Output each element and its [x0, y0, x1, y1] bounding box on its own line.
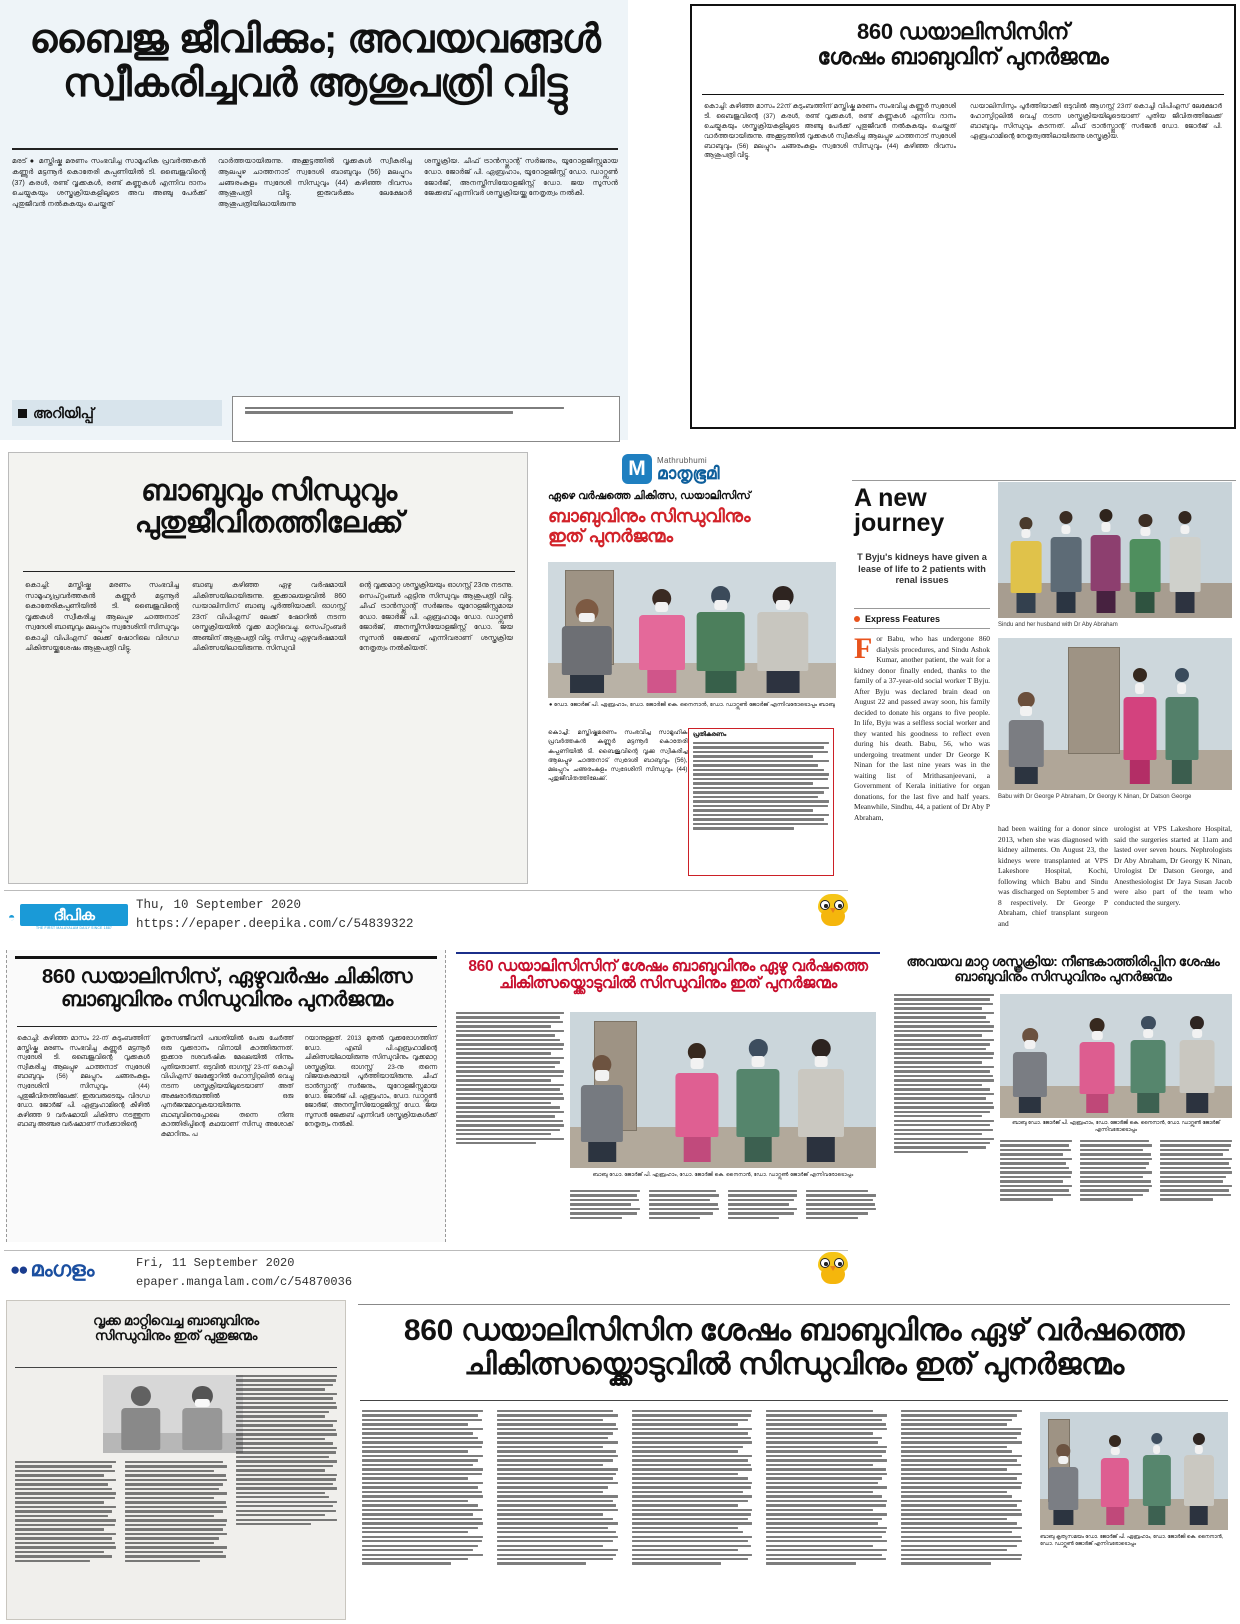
clipE-dropcap: F [854, 632, 873, 665]
clipE-caption-2: Babu with Dr George P Abraham, Dr Georgy K Ninan, Dr Datson George [998, 794, 1192, 800]
bullet-dot-icon [854, 616, 860, 622]
clipG-photo [570, 1012, 876, 1168]
clipF-top-rule [15, 956, 437, 959]
clipA-rule [12, 148, 618, 150]
clipJ-photo-caption: ബാബു കൃത്യസമയം ഡോ. ജോർജ് പി. ഏബ്രഹാം, ഡോ. ജോർജി കെ. നൈനാൻ, ഡോ. ഡാറ്റ്സൺ ജോർജ് എന്നിവരോടൊപ്പം [1040, 1534, 1224, 1547]
owl-mascot-icon [816, 894, 850, 928]
clipB-headline-line2: ശേഷം ബാബുവിന് പുനർജന്മം [817, 43, 1109, 69]
clipB-headline [702, 20, 1224, 69]
clipJ-col-lines-3 [632, 1410, 753, 1616]
mathrubhumi-m-icon: M [622, 454, 652, 484]
clipA-col-2: വാർത്തയായിരുന്നു. അക്കൂട്ടത്തിൽ വൃക്കകൾ സ്വീകരിച്ച ആലപ്പുഴ ചാത്തനാട് സ്വദേശി ബാബുവും (56) മലപ്പുറം ചങ്ങരംകുളം സ്വദേശി സിന്ധുവും (44) കഴിഞ്ഞ ദിവസം ആശുപത്രി വിട്ടു. ഇരുവർക്കും ലേക്ഷോർ ആശുപത്രിയിലായിരുന്നു [218, 156, 412, 209]
mangalam-meta [136, 1254, 596, 1291]
deepika-footer-rule [4, 890, 848, 891]
clipE-caption-1: Sindu and her husband with Dr Aby Abraham [998, 622, 1118, 628]
clipD-photo-caption: ● ഡോ. ജോർജ് പി. ഏബ്രഹാം, ഡോ. ജോർജി കെ. നൈനാൻ, ഡോ. ഡാറ്റ്സൺ ജോർജ് എന്നിവരോടൊപ്പം ബാബു [549, 702, 835, 708]
clipH-bottom-lines-3 [1160, 1140, 1232, 1236]
clipE-body-4: urologist at VPS Lakeshore Hospital, said the surgeries started at 11am and lasted over seven hours. Nephrologists Dr Aby Abraham, Dr Georgy K Ninan, Urologist Dr Datson George, and Anesthesiologist Dr Jaya Susan Jacob were also part of the team who conducted the surgery. [1114, 824, 1232, 907]
clipE-body-1: or Babu, who has undergone 860 dialysis procedures, and Sindu Ashok Kumar, another patient, the wait for a kidney donor finally ended, thanks to the family of a 37-year-old social worker T Byju. After Byju was declared brain dead on August 22 and passed away soon, his family decided to donate his organs to five people. In life, Byju was a selfless social worker and they wanted his goodness to reflect even during his death. [854, 634, 990, 749]
clipF-col-3: റയാനുള്ളത്. 2013 മുതൽ വൃക്കരോഗത്തിന് ഡോ. എബി പി.എബ്രഹാമിന്റെ ചികിത്സയിലായിരുന്നു സിന്ധുവിനും വൃക്കമാറ്റ ശസ്ത്രക്രിയ. ഓഗസ്റ്റ് 23-നു തന്നെ വിജയകരമായി പൂർത്തിയായിരുന്നു. ചീഫ് ട്രാൻസ്പ്ലാന്റ് സർജനും, യൂറോളജിസ്റ്റുമായ ഡോ. ജോർജ് പി. ഏബ്രഹാം, ഡോ. ഡാറ്റ്സൺ ജോർജ്, അനസ്തീസിയോളജിസ്റ്റ് ഡോ. ജയ സൂസൻ ജേക്കബ് എന്നിവർ ശസ്ത്രക്രിയകൾക്ക് നേതൃത്വം നൽകി. [304, 1035, 438, 1129]
clipB-columns [704, 102, 1222, 402]
clipE-byline-rule-top [854, 608, 990, 609]
clipH-bottom-columns [1000, 1140, 1232, 1236]
clipB-headline-line1: 860 ഡയാലിസിസിന് [856, 19, 1069, 44]
clipB-rule [702, 94, 1224, 95]
clipG-headline-line2: ചികിത്സയ്ക്കൊടുവിൽ സിന്ധുവിനും ഇത് പുനർജന്മം [499, 975, 837, 993]
deepika-url[interactable]: https://epaper.deepika.com/c/54839322 [136, 917, 414, 932]
clipC-headline-line2: പുതുജീവിതത്തിലേക്ക് [134, 507, 404, 540]
clipH-headline-line1: അവയവ മാറ്റ ശസ്ത്രക്രിയ: നീണ്ടകാത്തിരിപ്പിന ശേഷം [906, 954, 1220, 969]
mangalam-logo [10, 1258, 94, 1282]
clipE-photo-babu [998, 638, 1232, 790]
clipC-col-2: ബാബു കഴിഞ്ഞ ഏഴു വർഷമായി ചികിത്സയിലായിരുന്നു. ഇക്കാലയളവിൽ 860 ഡയാലിസിസ് ബാബു പൂർത്തിയാക്കി. ഓഗസ്റ്റ് 23ന് വിപിഎസ് ലേക്ക് ഷോറിൽ നടന്ന ശസ്ത്രക്രിയയിൽ വൃക്ക മാറ്റിവെച്ചു. സെപ്റ്റംബർ അഞ്ചിന് ആശുപത്രി വിട്ടു. സിന്ധു ഏഴുവർഷമായി ചികിത്സയിലായിരുന്നു. സിന്ധുവി [192, 582, 346, 652]
deepika-tagline: THE FIRST MALAYALAM DAILY SINCE 1887 [35, 926, 113, 930]
deepika-footer [0, 888, 860, 944]
clipD-reaction-lines [689, 740, 833, 834]
clipE-body-3: had been waiting for a donor since 2013, when she was diagnosed with kidney ailments. On August 23, the kidneys were transplanted at VPS Lakeshore Hospital, Kochi, following which Babu and Sindu was discharged on September 5 and 8 respectively. Dr George P Abraham, chief transplant surgeon and [998, 824, 1108, 928]
clipI-columns [15, 1375, 337, 1611]
clipJ-photo [1040, 1412, 1228, 1530]
clipJ-headline-line1: 860 ഡയാലിസിസിന ശേഷം ബാബുവിനും ഏഴ് വർഷത്തെ [403, 1314, 1185, 1347]
clipE-standfirst: T Byju's kidneys have given a lease of life to 2 patients with renal issues [857, 552, 987, 586]
clipF-col-1: കൊച്ചി: കഴിഞ്ഞ മാസം 22-ന് കുടുംബത്തിന് മസ്തിഷ്ക മരണം സംഭവിച്ച കണ്ണൂർ മട്ടന്നൂർ സ്വദേശി ടി. ബൈജുവിന്റെ വൃക്കകൾ സ്വീകരിച്ച ആലപ്പുഴ ചാത്തനാട് സ്വദേശി ബാബുവും (56) മലപ്പുറം ചങ്ങരംകുളം സ്വദേശിനി സിന്ധുവും (44) പുതുജീവിതത്തിലേക്ക്. ഇരുവരുടെയും വിദഗ്ധ ഡോ. ജോർജ് പി. ഏബ്രഹാമിന്റെ കീഴിൽ കഴിഞ്ഞ 9 വർഷമായി ചികിത്സ നടത്തുന്ന ബാബു അഞ്ചര വർഷമാണ് സർക്കാരിന്റെ [17, 1035, 150, 1129]
clipD-headline [548, 506, 836, 546]
row3-left-clipping [6, 950, 446, 1242]
clipJ-top-rule [358, 1304, 1230, 1305]
clipJ-headline-line2: ചികിത്സയ്ക്കൊടുവിൽ സിന്ധുവിനും ഇത് പുനർജന്മം [464, 1347, 1124, 1381]
clipF-headline-line1: 860 ഡയാലിസിസ്, ഏഴുവർഷം ചികിത്സ [41, 965, 413, 988]
clipA-col-1: മരട് ● മസ്തിഷ്ക മരണം സംഭവിച്ച സാമൂഹിക പ്രവർത്തകൻ കണ്ണൂർ മട്ടന്നൂർ കൊതേരി കപ്പണിയിൽ ടി. ബൈജുവിന്റെ (37) കരൾ, രണ്ട് വൃക്കകൾ, രണ്ട് കണ്ണുകൾ എന്നിവ ദാനം ചെയ്യുകയും ശസ്ത്രക്രിയകളിലൂടെ അവ അഞ്ചു പേർക്ക് പുതുജീവൻ നൽകുകയും ചെയ്തത് [12, 156, 206, 209]
clipJ-col-lines-1 [362, 1410, 483, 1616]
clipJ-col-lines-2 [497, 1410, 618, 1616]
deepika-brand: ദീപിക [20, 904, 128, 926]
mathrubhumi-brand-en: Mathrubhumi [657, 455, 707, 465]
clipJ-col-lines-4 [766, 1410, 887, 1616]
clipH-photo [1000, 994, 1232, 1118]
clipI-col-lines-1 [15, 1375, 116, 1611]
clipJ-headline [360, 1314, 1228, 1381]
clipA-ad-box [232, 396, 620, 442]
owl-mascot-icon-2 [816, 1252, 850, 1286]
clipG-bottom-lines-4 [806, 1190, 876, 1234]
mangalam-footer [0, 1248, 860, 1300]
mathrubhumi-logo [622, 454, 720, 484]
clipG-bottom-columns [570, 1190, 876, 1234]
row3-right-clipping [890, 950, 1236, 1242]
clipI-rule [15, 1367, 337, 1368]
clipH-side-column [894, 994, 994, 1236]
top-left-clipping [0, 0, 628, 440]
clipI-headline-line2: സിന്ധുവിനും ഇത് പുതുജന്മം [94, 1328, 258, 1344]
clipF-headline-line2: ബാബുവിനും സിന്ധുവിനും പുനർജന്മം [60, 987, 394, 1011]
clipJ-col-lines-5 [901, 1410, 1022, 1616]
clipI-headline-line1: വൃക്ക മാറ്റിവെച്ച ബാബുവിനും [93, 1313, 259, 1328]
clipE-photo-sindu [998, 482, 1232, 618]
clipD-reaction-label: പ്രതികരണം [693, 732, 727, 738]
clipF-columns [17, 1034, 437, 1230]
clipG-bottom-lines-3 [728, 1190, 798, 1234]
bottom-left-clipping [6, 1300, 346, 1620]
clipA-columns [12, 156, 618, 371]
clipH-bottom-lines-2 [1080, 1140, 1152, 1236]
clipG-side-column [456, 1012, 564, 1232]
row3-center-clipping [452, 950, 884, 1242]
mangalam-date: Fri, 11 September 2020 [136, 1256, 295, 1270]
mathrubhumi-brand-ml: മാതൃഭൂമി [657, 463, 720, 483]
clipG-bottom-lines-2 [649, 1190, 719, 1234]
clipE-column-1 [854, 634, 990, 882]
deepika-logo [8, 898, 128, 932]
clipF-headline [17, 966, 437, 1012]
clipB-col-2: ഡയാലിസിസും പൂർത്തിയാക്കി ഒടുവിൽ ആഗസ്റ്റ് 23ന് കൊച്ചി വിപിഎസ് ലേക്ഷോർ ഹോസ്പിറ്റലിൽ വെച്ച് നടന്ന ശസ്ത്രക്രിയയിലൂടെയാണ് പുതിയ ജീവിതത്തിലേക്ക് ബാബുവും സിന്ധുവും കടന്നത്. ചീഫ് ട്രാൻസ്പ്ലാന്റ് സർജൻ ഡോ. ജോർജ് പി. ഏബ്രഹാമിന്റെ നേതൃത്വത്തിലായിരുന്നു ശസ്ത്രക്രിയ. [970, 103, 1222, 140]
clipI-col-lines-2 [125, 1375, 226, 1611]
clipE-body-2: Babu, 56, who was undergoing treatment under Dr George K Ninan for the last nine years was in the waiting list of Mrithasanjeevani, a Government of Kerala initiative for organ donations, for the last five and half years. Meanwhile, Sindhu, 44, a patient of Dr Aby P Abraham, [854, 739, 990, 822]
clipC-columns [25, 581, 513, 871]
clipA-headline-line1: ബൈജു ജീവിക്കും; അവയവങ്ങൾ [29, 18, 601, 61]
clipA-headline-line2: സ്വീകരിച്ചവർ ആശുപത്രി വിട്ടു [63, 61, 567, 105]
clipC-headline [23, 475, 515, 540]
express-clipping [852, 452, 1236, 928]
clipH-bottom-lines-1 [1000, 1140, 1072, 1236]
elephant-icon: ●● [10, 1260, 27, 1279]
bottom-main-clipping [352, 1300, 1236, 1624]
clipF-rule [17, 1026, 437, 1027]
clipG-headline-line1: 860 ഡയാലിസിസിന് ശേഷം ബാബുവിനും ഏഴു വർഷത്തെ [468, 958, 868, 975]
clipD-col-1: കൊച്ചി: മസ്തിഷ്കമരണം സംഭവിച്ച സാമൂഹിക പ്രവർത്തകൻ കണ്ണൂർ മട്ടന്നൂർ കൊതേരി കപ്പണിയിൽ ടി. ബൈജുവിന്റെ വൃക്ക സ്വീകരിച്ച ആലപ്പുഴ ചാത്തനാട് സ്വദേശി ബാബുവും (56), മലപ്പുറം ചങ്ങരംകുളം സ്വദേശിനി സിന്ധുവും (44) പുതുജീവിതത്തിലേക്ക്. [548, 729, 688, 783]
clipH-headline [894, 954, 1232, 984]
clipE-headline-line2: journey [854, 509, 945, 537]
clipD-headline-line2: ഇത് പുനർജന്മം [548, 526, 673, 547]
clipE-headline-line1: A new [854, 484, 927, 512]
clipD-reaction-box [688, 728, 834, 876]
clipA-ad-lines [233, 397, 619, 426]
clipA-notice-label: അറിയിപ്പ് [33, 404, 94, 421]
clipC-rule [23, 571, 515, 572]
clipA-headline [10, 18, 620, 105]
clipE-headline [854, 486, 990, 536]
clipE-top-rule [852, 480, 1236, 481]
clipG-blue-rule [456, 952, 880, 954]
mangalam-brand: മംഗളം [30, 1258, 94, 1281]
square-bullet-icon [18, 409, 27, 418]
clipG-bottom-lines-1 [570, 1190, 640, 1234]
clipJ-rule [360, 1400, 1228, 1401]
clipA-col-3: ശസ്ത്രക്രിയ. ചീഫ് ട്രാൻസ്പ്ലാന്റ് സർജനും, യൂറോളജിസ്റ്റുമായ ഡോ. ജോർജ് പി. ഏബ്രഹാം, യൂറോളജിസ്റ്റ് ഡോ. ഡാറ്റ്സൺ ജോർജ്, അനസ്തീസിയോളജിസ്റ്റ് ഡോ. ജയ സൂസൻ ജേക്കബ് എന്നിവർ ശസ്ത്രക്രിയയ്ക്കു നേതൃത്വം നൽകി. [424, 156, 618, 198]
clipC-col-3: ന്റെ വൃക്കമാറ്റ ശസ്ത്രക്രിയയും ഓഗസ്റ്റ് 23നു നടന്നു. സെപ്റ്റംബർ എട്ടിനു സിന്ധുവും ആശുപത്രി വിട്ടു. ചീഫ് ട്രാൻസ്പ്ലാന്റ് സർജനും യൂറോളജിസ്റ്റുമായ ഡോ. ജോർജ് പി. ഏബ്രഹാമും ഡോ. ഡാറ്റ്സൺ ജോർജ്, അനസ്തീസിയോളജിസ്റ്റ് ഡോ. ജയ സൂസൻ ജേക്കബ് എന്നിവരാണ് ശസ്ത്രക്രിയ നേതൃത്വം നൽകിയത്. [359, 582, 513, 652]
clipI-col-lines-3 [236, 1375, 337, 1611]
mangalam-footer-rule [4, 1250, 848, 1251]
clipE-byline [854, 614, 990, 624]
clipH-headline-line2: ബാബുവിനും സിന്ധുവിനും പുനർജന്മം [954, 969, 1172, 985]
deepika-meta [136, 896, 596, 935]
clipG-side-lines [456, 1012, 564, 1144]
clipC-col-1: കൊച്ചി: മസ്തിഷ്ക മരണം സംഭവിച്ച സാമൂഹ്യപ്രവർത്തകൻ കണ്ണൂർ മട്ടന്നൂർ കൊതേരികപ്പണിയിൽ ടി. ബൈജുവിന്റെ വൃക്കകൾ സ്വീകരിച്ച ആലപ്പുഴ ചാത്തനാട് സ്വദേശി ബാബുവും മലപ്പുറം സ്വദേശിനി സിന്ധുവും കൊച്ചി വിപിഎസ് ലേക്ക് ഷോറിലെ വിദഗ്ധ ചികിത്സയ്ക്കുശേഷം ആശുപത്രി വിട്ടു. [25, 582, 179, 652]
clipB-col-1: കൊച്ചി: കഴിഞ്ഞ മാസം 22ന് കുടുംബത്തിന് മസ്തിഷ്ക മരണം സംഭവിച്ച കണ്ണൂർ സ്വദേശി ടി. ബൈജുവിന്റെ (37) കരൾ, രണ്ട് വൃക്കകൾ, രണ്ട് കണ്ണുകൾ എന്നിവ ദാനം ചെയ്യുകയും ശസ്ത്രക്രിയകളിലൂടെ അഞ്ചു പേർക്ക് പുതുജീവൻ നൽകുകയും ചെയ്തത് വാർത്തയായിരുന്നു. അക്കൂട്ടത്തിൽ വൃക്കകൾ സ്വീകരിച്ച ആലപ്പുഴ ചാത്തനാട് സ്വദേശി ബാബുവും (56) മലപ്പുറം ചങ്ങരംകുളം സ്വദേശി സിന്ധുവും (44) കഴിഞ്ഞ ദിവസം ആശുപത്രി വിട്ടു. [704, 103, 956, 160]
deepika-article-clipping [8, 452, 528, 884]
clipC-headline-line1: ബാബുവും സിന്ധുവും [141, 475, 397, 507]
wifi-icon: ◓ [8, 910, 16, 924]
clipD-kicker: ഏഴെ വർഷത്തെ ചികിത്സ, ഡയാലിസിസ് [548, 490, 751, 502]
top-right-clipping [690, 4, 1236, 429]
clipD-photo [548, 562, 836, 698]
clipH-photo-caption: ബാബു ഡോ. ജോർജ് പി. ഏബ്രഹാം, ഡോ. ജോർജി കെ. നൈനാൻ, ഡോ. ഡാറ്റ്സൺ ജോർജ് എന്നിവരോടൊപ്പം [1012, 1120, 1220, 1133]
clipA-notice-banner [12, 400, 222, 426]
clipH-side-lines [894, 994, 994, 1153]
clipF-col-2: മൃതസഞ്ജീവനി പദ്ധതിയിൽ പേരു ചേർത്ത് ഒരു വൃക്കദാനം വിനായി കാത്തിരുന്നത്. ഇക്കാര ദശവർഷിക മേഖലയിൽ നിന്നും പുതിയതാണ്. ഒടുവിൽ ഓഗസ്റ്റ് 23-ന് കൊച്ചി വിപിഎസ് ലേക്ക്ഷോറിൽ ഹോസ്പിറ്റലിൽ വെച്ചു നടന്ന ശസ്ത്രക്രിയയിലൂടെയാണ് അത് അക്ഷരാർത്ഥത്തിൽ ഒരു പുനർജന്മമാവുകയായിരുന്നു. ബാബുവിനെപ്പോലെ തന്നെ നീണ്ട കാത്തിരിപ്പിന്റെ കഥയാണ് സിന്ധു അശോക് കുമാറിനും. പ [160, 1035, 294, 1139]
clipG-headline [456, 958, 880, 993]
clipD-headline-line1: ബാബുവിനും സിന്ധുവിനും [548, 506, 751, 526]
clipG-photo-caption: ബാബു ഡോ. ജോർജ് പി. ഏബ്രഹാം, ഡോ. ജോർജി കെ. നൈനാൻ, ഡോ. ഡാറ്റ്സൺ ജോർജ് എന്നിവരോടൊപ്പം [592, 1172, 854, 1178]
mangalam-url[interactable]: epaper.mangalam.com/c/54870036 [136, 1274, 353, 1289]
deepika-date: Thu, 10 September 2020 [136, 898, 302, 912]
clipE-byline-rule-bottom [854, 628, 990, 629]
clipE-byline-text: Express Features [865, 614, 941, 624]
mathrubhumi-clipping [536, 452, 846, 884]
clipI-headline [15, 1313, 337, 1343]
clipJ-columns [362, 1410, 1022, 1616]
